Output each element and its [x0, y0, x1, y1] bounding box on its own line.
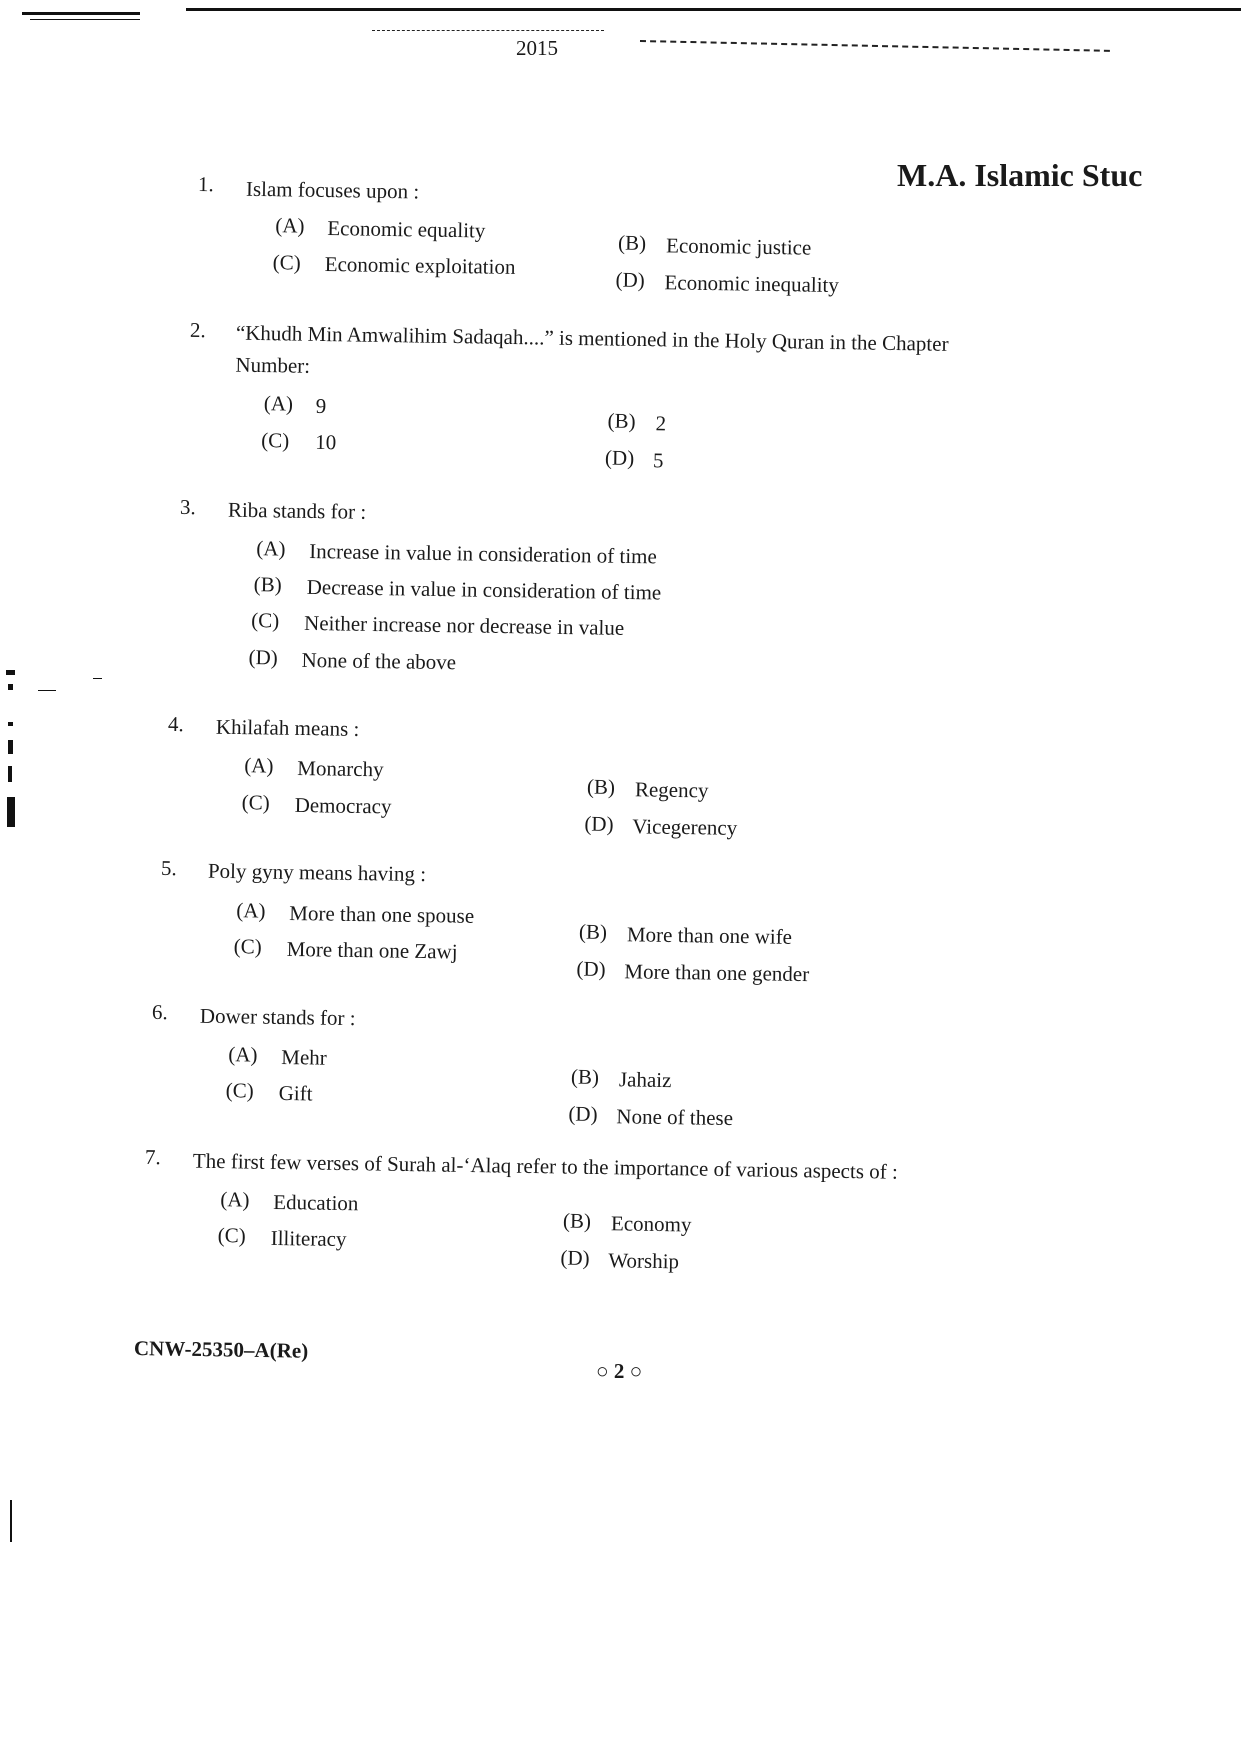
- option-label: (C): [251, 608, 280, 633]
- question-text: “Khudh Min Amwalihim Sadaqah....” is mentioned in the Holy Quran in the Chapter: [235, 320, 949, 356]
- option-label: (A): [220, 1187, 250, 1212]
- option-label: (A): [236, 898, 266, 923]
- option-label: (A): [263, 391, 294, 416]
- option-text: Economic equality: [327, 216, 486, 243]
- option-text: Economic justice: [665, 233, 812, 260]
- question-number: 5.: [160, 855, 177, 881]
- option-text: Democracy: [294, 792, 392, 819]
- option-text: 10: [315, 429, 337, 455]
- question-number: 6.: [151, 999, 168, 1025]
- exam-year: 2015: [516, 36, 558, 60]
- option-text: Decrease in value in consideration of time: [306, 574, 662, 605]
- option-text: Mehr: [281, 1044, 327, 1070]
- top-rule: [186, 8, 1241, 11]
- question-text: The first few verses of Surah al-‘Alaq refer to the importance of various aspects of :: [192, 1148, 899, 1184]
- option-label: (A): [256, 536, 286, 561]
- scan-artifact: [93, 678, 102, 679]
- option-label: (A): [244, 753, 274, 778]
- option-label: (B): [570, 1064, 600, 1089]
- option-label: (D): [615, 267, 645, 292]
- option-text: Monarchy: [297, 755, 384, 782]
- option-text: Increase in value in consideration of time: [309, 538, 657, 569]
- option-text: Economy: [610, 1211, 692, 1237]
- option-text: Regency: [634, 777, 709, 803]
- scan-artifact: [6, 670, 15, 675]
- option-text: Illiteracy: [270, 1225, 347, 1252]
- option-text: Economic inequality: [664, 270, 840, 298]
- option-label: (B): [586, 774, 616, 799]
- option-text: Vicegerency: [632, 814, 738, 840]
- option-label: (D): [584, 811, 614, 836]
- scan-artifact: [10, 1500, 12, 1542]
- question-text: Riba stands for :: [227, 497, 367, 524]
- question-number: 3.: [179, 494, 196, 520]
- header-dash-left: [372, 30, 604, 31]
- option-label: (A): [275, 213, 305, 238]
- header-dash-right: [640, 40, 1110, 52]
- option-label: (D): [560, 1245, 590, 1270]
- option-label: (D): [576, 956, 606, 981]
- scan-artifact: [8, 766, 12, 782]
- option-text: Education: [273, 1189, 359, 1216]
- option-label: (D): [248, 645, 278, 670]
- option-label: (C): [241, 790, 270, 815]
- question-text: Islam focuses upon :: [245, 176, 420, 204]
- scan-artifact: [8, 722, 13, 726]
- option-label: (D): [568, 1101, 598, 1126]
- option-text: 5: [652, 448, 664, 473]
- scan-artifact: [8, 740, 13, 754]
- option-text: None of these: [616, 1104, 734, 1131]
- option-text: Gift: [278, 1080, 313, 1106]
- scan-artifact: [8, 684, 13, 690]
- option-label: (B): [617, 230, 647, 256]
- top-left-rule-2: [30, 19, 140, 20]
- option-label: (D): [604, 445, 635, 470]
- scan-artifact: [38, 690, 56, 691]
- question-text: Dower stands for :: [199, 1003, 356, 1031]
- option-label: (C): [261, 428, 290, 453]
- paper-code: CNW-25350–A(Re): [133, 1336, 309, 1363]
- page-number: ○ 2 ○: [596, 1359, 643, 1383]
- option-label: (C): [272, 250, 301, 275]
- option-label: (A): [228, 1042, 258, 1067]
- option-text: More than one gender: [624, 959, 810, 987]
- option-text: More than one Zawj: [286, 936, 458, 964]
- option-text: Worship: [608, 1248, 680, 1274]
- question-number: 4.: [167, 711, 184, 737]
- option-label: (B): [578, 919, 608, 944]
- option-text: Jahaiz: [618, 1067, 672, 1093]
- question-number: 2.: [189, 317, 206, 343]
- option-text: Economic exploitation: [324, 251, 516, 279]
- option-text: More than one wife: [626, 922, 793, 949]
- question-number: 1.: [197, 171, 214, 197]
- option-text: 9: [315, 393, 327, 419]
- top-left-rule: [22, 12, 140, 15]
- option-label: (C): [225, 1078, 254, 1103]
- option-text: None of the above: [301, 647, 457, 675]
- option-label: (B): [253, 572, 282, 597]
- option-label: (C): [217, 1223, 246, 1248]
- option-text: 2: [655, 411, 667, 436]
- scan-artifact: [7, 797, 15, 827]
- option-label: (C): [233, 934, 262, 959]
- option-label: (B): [562, 1208, 592, 1233]
- question-text: Poly gyny means having :: [207, 858, 427, 887]
- option-label: (B): [607, 408, 636, 433]
- question-text: Khilafah means :: [215, 714, 360, 741]
- exam-title: M.A. Islamic Stuc: [897, 157, 1143, 193]
- question-number: 7.: [144, 1144, 161, 1170]
- option-text: More than one spouse: [289, 900, 475, 928]
- question-text-continued: Number:: [235, 352, 311, 378]
- option-text: Neither increase nor decrease in value: [303, 610, 625, 640]
